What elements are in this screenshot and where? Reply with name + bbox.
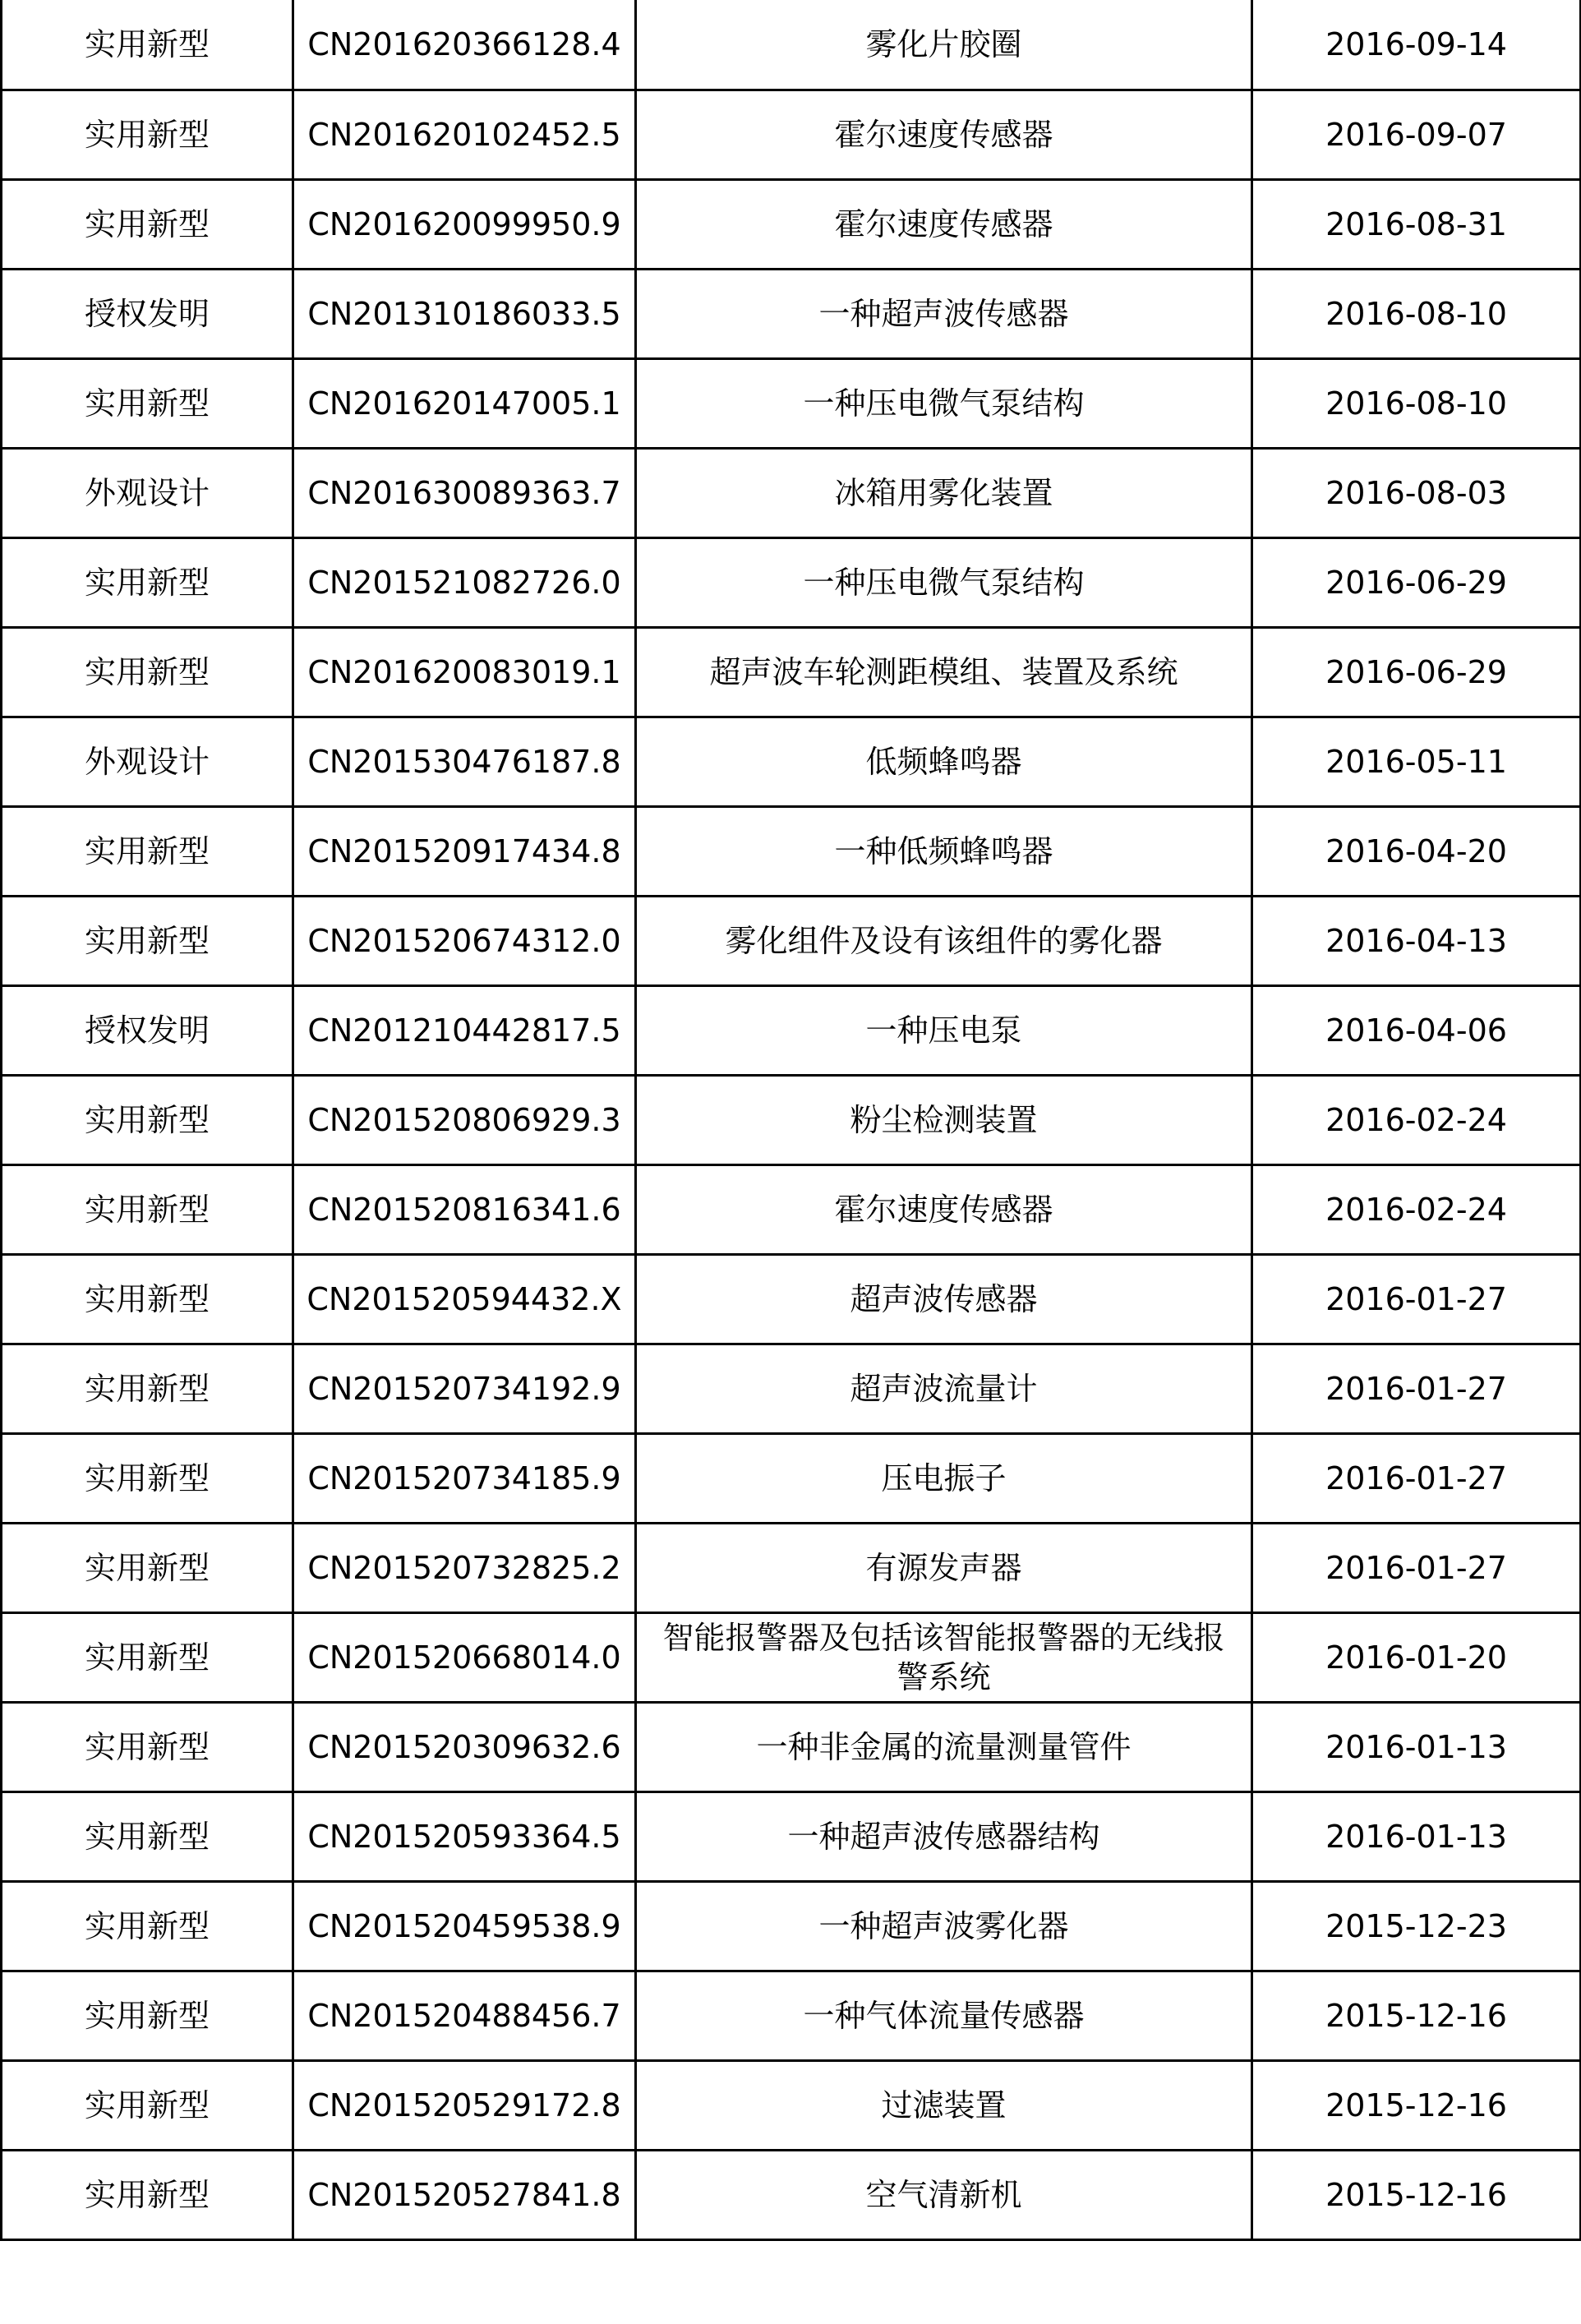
patent-number-cell: CN201520734185.9 xyxy=(293,1433,636,1523)
table-row xyxy=(2,1702,1581,1791)
patent-number-cell: CN201520732825.2 xyxy=(293,1523,636,1612)
patent-number-cell: CN201520734192.9 xyxy=(293,1344,636,1433)
patent-date-cell: 2016-08-10 xyxy=(1252,358,1581,448)
patent-title-cell: 过滤装置 xyxy=(636,2060,1252,2150)
table-row xyxy=(2,1612,1581,1702)
patent-number-cell: CN201620366128.4 xyxy=(293,0,636,90)
patent-title-cell: 一种低频蜂鸣器 xyxy=(636,806,1252,896)
table-row xyxy=(2,537,1581,627)
patent-date-cell: 2016-01-27 xyxy=(1252,1344,1581,1433)
patent-type-cell: 实用新型 xyxy=(2,2150,293,2239)
patent-date-cell: 2016-06-29 xyxy=(1252,537,1581,627)
patent-type-cell: 实用新型 xyxy=(2,1164,293,1254)
patent-type-cell: 实用新型 xyxy=(2,1254,293,1344)
patent-date-cell: 2016-01-13 xyxy=(1252,1791,1581,1881)
patent-type-cell: 实用新型 xyxy=(2,358,293,448)
patent-type-cell: 授权发明 xyxy=(2,269,293,358)
patent-type-cell: 实用新型 xyxy=(2,1881,293,1971)
patent-number-cell: CN201530476187.8 xyxy=(293,717,636,806)
patent-number-cell: CN201520674312.0 xyxy=(293,896,636,985)
patent-title-cell: 雾化组件及设有该组件的雾化器 xyxy=(636,896,1252,985)
patent-type-cell: 实用新型 xyxy=(2,1971,293,2060)
patent-date-cell: 2015-12-16 xyxy=(1252,2060,1581,2150)
patent-type-cell: 实用新型 xyxy=(2,179,293,269)
patent-title-cell: 冰箱用雾化装置 xyxy=(636,448,1252,537)
table-row xyxy=(2,717,1581,806)
patent-title-cell: 超声波车轮测距模组、装置及系统 xyxy=(636,627,1252,717)
patent-number-cell: CN201520816341.6 xyxy=(293,1164,636,1254)
patent-title-cell: 一种压电泵 xyxy=(636,985,1252,1075)
patent-date-cell: 2016-01-13 xyxy=(1252,1702,1581,1791)
patent-title-cell: 空气清新机 xyxy=(636,2150,1252,2239)
table-row xyxy=(2,90,1581,179)
patent-title-cell: 一种超声波雾化器 xyxy=(636,1881,1252,1971)
patent-number-cell: CN201521082726.0 xyxy=(293,537,636,627)
patent-date-cell: 2015-12-23 xyxy=(1252,1881,1581,1971)
table-row xyxy=(2,985,1581,1075)
table-row xyxy=(2,627,1581,717)
patent-number-cell: CN201620099950.9 xyxy=(293,179,636,269)
patent-title-cell: 一种非金属的流量测量管件 xyxy=(636,1702,1252,1791)
patent-type-cell: 实用新型 xyxy=(2,1523,293,1612)
patent-title-cell: 超声波传感器 xyxy=(636,1254,1252,1344)
patent-number-cell: CN201520309632.6 xyxy=(293,1702,636,1791)
patent-title-cell: 一种压电微气泵结构 xyxy=(636,537,1252,627)
table-row xyxy=(2,1881,1581,1971)
table-row xyxy=(2,1344,1581,1433)
patent-title-cell: 压电振子 xyxy=(636,1433,1252,1523)
patent-date-cell: 2016-02-24 xyxy=(1252,1075,1581,1164)
patent-type-cell: 授权发明 xyxy=(2,985,293,1075)
patent-type-cell: 实用新型 xyxy=(2,2060,293,2150)
patent-type-cell: 实用新型 xyxy=(2,1791,293,1881)
patent-title-cell: 超声波流量计 xyxy=(636,1344,1252,1433)
patent-date-cell: 2016-04-13 xyxy=(1252,896,1581,985)
patent-number-cell: CN201520593364.5 xyxy=(293,1791,636,1881)
patent-title-cell: 粉尘检测装置 xyxy=(636,1075,1252,1164)
patent-number-cell: CN201520668014.0 xyxy=(293,1612,636,1702)
table-row xyxy=(2,1254,1581,1344)
table-row xyxy=(2,179,1581,269)
patent-type-cell: 实用新型 xyxy=(2,90,293,179)
patent-date-cell: 2016-06-29 xyxy=(1252,627,1581,717)
patent-title-cell: 一种气体流量传感器 xyxy=(636,1971,1252,2060)
patent-table-body xyxy=(2,0,1581,2239)
table-row xyxy=(2,2060,1581,2150)
patent-number-cell: CN201520917434.8 xyxy=(293,806,636,896)
patent-date-cell: 2016-09-07 xyxy=(1252,90,1581,179)
patent-title-cell: 低频蜂鸣器 xyxy=(636,717,1252,806)
patent-number-cell: CN201520806929.3 xyxy=(293,1075,636,1164)
patent-title-cell: 霍尔速度传感器 xyxy=(636,90,1252,179)
table-row xyxy=(2,0,1581,90)
patent-type-cell: 实用新型 xyxy=(2,1612,293,1702)
table-row xyxy=(2,1075,1581,1164)
table-row xyxy=(2,896,1581,985)
patent-number-cell: CN201520488456.7 xyxy=(293,1971,636,2060)
patent-date-cell: 2016-08-03 xyxy=(1252,448,1581,537)
patent-date-cell: 2016-01-27 xyxy=(1252,1433,1581,1523)
patent-type-cell: 实用新型 xyxy=(2,537,293,627)
patent-date-cell: 2016-08-31 xyxy=(1252,179,1581,269)
patent-type-cell: 实用新型 xyxy=(2,627,293,717)
patent-title-cell: 一种超声波传感器 xyxy=(636,269,1252,358)
patent-date-cell: 2016-01-27 xyxy=(1252,1254,1581,1344)
patent-type-cell: 实用新型 xyxy=(2,896,293,985)
table-row xyxy=(2,1791,1581,1881)
patent-number-cell: CN201620147005.1 xyxy=(293,358,636,448)
patent-number-cell: CN201630089363.7 xyxy=(293,448,636,537)
patent-number-cell: CN201520594432.X xyxy=(293,1254,636,1344)
patent-number-cell: CN201520459538.9 xyxy=(293,1881,636,1971)
table-row xyxy=(2,448,1581,537)
patent-date-cell: 2016-05-11 xyxy=(1252,717,1581,806)
patent-title-cell: 一种超声波传感器结构 xyxy=(636,1791,1252,1881)
patent-date-cell: 2016-01-20 xyxy=(1252,1612,1581,1702)
patent-date-cell: 2016-01-27 xyxy=(1252,1523,1581,1612)
table-row xyxy=(2,1164,1581,1254)
patent-title-cell: 智能报警器及包括该智能报警器的无线报警系统 xyxy=(636,1612,1252,1702)
patent-title-cell: 有源发声器 xyxy=(636,1523,1252,1612)
patent-type-cell: 实用新型 xyxy=(2,1075,293,1164)
patent-date-cell: 2016-02-24 xyxy=(1252,1164,1581,1254)
table-row xyxy=(2,1523,1581,1612)
patent-date-cell: 2016-04-06 xyxy=(1252,985,1581,1075)
patent-type-cell: 实用新型 xyxy=(2,0,293,90)
patent-number-cell: CN201520529172.8 xyxy=(293,2060,636,2150)
patent-type-cell: 实用新型 xyxy=(2,1702,293,1791)
patent-type-cell: 实用新型 xyxy=(2,1433,293,1523)
patent-number-cell: CN201310186033.5 xyxy=(293,269,636,358)
patent-number-cell: CN201520527841.8 xyxy=(293,2150,636,2239)
patent-date-cell: 2016-08-10 xyxy=(1252,269,1581,358)
patent-date-cell: 2015-12-16 xyxy=(1252,2150,1581,2239)
patent-number-cell: CN201210442817.5 xyxy=(293,985,636,1075)
table-row xyxy=(2,1971,1581,2060)
patent-type-cell: 实用新型 xyxy=(2,1344,293,1433)
patent-title-cell: 霍尔速度传感器 xyxy=(636,179,1252,269)
patent-title-cell: 雾化片胶圈 xyxy=(636,0,1252,90)
patent-date-cell: 2015-12-16 xyxy=(1252,1971,1581,2060)
patent-title-cell: 一种压电微气泵结构 xyxy=(636,358,1252,448)
patent-date-cell: 2016-04-20 xyxy=(1252,806,1581,896)
table-row xyxy=(2,1433,1581,1523)
table-row xyxy=(2,806,1581,896)
patent-number-cell: CN201620102452.5 xyxy=(293,90,636,179)
table-row xyxy=(2,358,1581,448)
patent-number-cell: CN201620083019.1 xyxy=(293,627,636,717)
table-row xyxy=(2,2150,1581,2239)
patent-type-cell: 外观设计 xyxy=(2,448,293,537)
patent-date-cell: 2016-09-14 xyxy=(1252,0,1581,90)
table-row xyxy=(2,269,1581,358)
patent-type-cell: 实用新型 xyxy=(2,806,293,896)
patent-title-cell: 霍尔速度传感器 xyxy=(636,1164,1252,1254)
patent-type-cell: 外观设计 xyxy=(2,717,293,806)
